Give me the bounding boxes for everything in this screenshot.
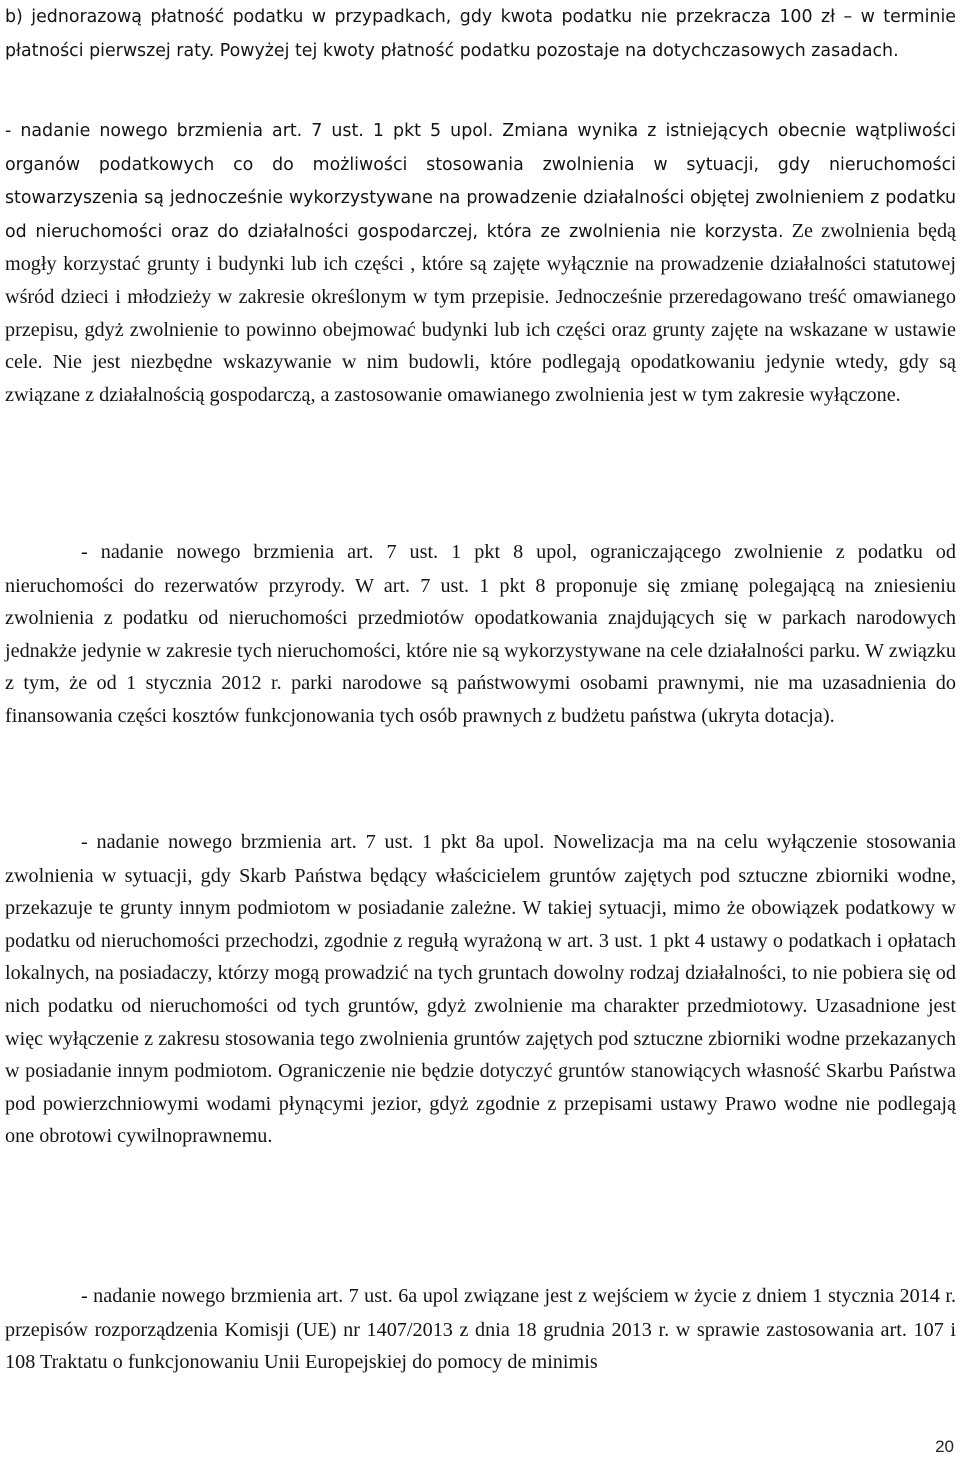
paragraph-art7-pkt8a [5, 826, 956, 1153]
paragraph-text-serif: Ze zwolnienia będą mogły korzystać grunty i budynki lub ich części , które są zajęte wyłącznie na prowadzenie działalności statutowej wśród dzieci i młodzieży w zakresie określonym w tym przepisie. Jednocześnie przeredagowano treść omawianego przepisu, gdyż zwolnienie to powinno obejmować budynki lub ich części oraz grunty zajęte na wskazane w ustawie cele. Nie jest niezbędne wskazywanie w nim budowli, które podlegają opodatkowaniu jedynie wtedy, gdy są związane z działalnością gospodarczą, a zastosowanie omawianego zwolnienia jest w tym zakresie wyłączone. [5, 219, 957, 406]
paragraph-art7-pkt5 [5, 114, 956, 411]
page-number: 20 [935, 1437, 954, 1456]
paragraph-text-serif: - nadanie nowego brzmienia art. 7 ust. 1 pkt 8a upol. Nowelizacja ma na celu wyłączenie stosowania zwolnienia w sytuacji, gdy Skarb Państwa będący właścicielem gruntów zajętych pod sztuczne zbiorniki wodne, przekazuje te grunty innym podmiotom w posiadanie zależne. W takiej sytuacji, mimo że obowiązek podatkowy w podatku od nieruchomości przechodzi, zgodnie z regułą wyrażoną w art. 3 ust. 1 pkt 4 ustawy o podatkach i opłatach lokalnych, na posiadaczy, którzy mogą prowadzić na tych gruntach dowolny rodzaj działalności, to nie pobiera się od nich podatku od nieruchomości od tych gruntów, gdyż zwolnienie ma charakter przedmiotowy. Uzasadnione jest więc wyłączenie z zakresu stosowania tego zwolnienia gruntów zajętych pod sztuczne zbiorniki wodne przekazanych w posiadanie innym podmiotom. Ograniczenie nie będzie dotyczyć gruntów stanowiących własność Skarbu Państwa pod powierzchniowymi wodami płynącymi jezior, gdyż zgodnie z przepisami ustawy Prawo wodne nie podlegają one obrotowi cywilnoprawnemu. [5, 831, 956, 1148]
paragraph-art7-ust6a [5, 1280, 956, 1379]
paragraph-text-serif: - nadanie nowego brzmienia art. 7 ust. 6a upol związane jest z wejściem w życie z dniem 1 stycznia 2014 r. przepisów rozporządzenia Komisji (UE) nr 1407/2013 z dnia 18 grudnia 2013 r. w sprawie zastosowania art. 107 i 108 Traktatu o funkcjonowaniu Unii Europejskiej do pomocy de minimis [5, 1285, 956, 1374]
paragraph-text-serif: - nadanie nowego brzmienia art. 7 ust. 1 pkt 8 upol, ograniczającego zwolnienie z podatku od nieruchomości do rezerwatów przyrody. W art. 7 ust. 1 pkt 8 proponuje się zmianę polegającą na zniesieniu zwolnienia z podatku od nieruchomości przedmiotów opodatkowania znajdujących się w parkach narodowych jednakże jedynie w zakresie tych nieruchomości, które nie są wykorzystywane na cele działalności parku. W związku z tym, że od 1 stycznia 2012 r. parki narodowe są państwowymi osobami prawnymi, nie ma uzasadnienia do finansowania części kosztów funkcjonowania tych osób prawnych z budżetu państwa (ukryta dotacja). [5, 541, 956, 727]
paragraph-text-sans: - nadanie nowego brzmienia art. 7 ust. 1 pkt 5 upol. Zmiana wynika z istniejących obecnie wątpliwości organów podatkowych co do możliwości stosowania zwolnienia w sytuacji, gdy nieruchomości stowarzyszenia są jednocześnie wykorzystywane na prowadzenie działalności objętej zwolnieniem z podatku od nieruchomości oraz do działalności gospodarczej, która ze zwolnienia nie korzysta. [5, 121, 956, 242]
paragraph-text-sans: b) jednorazową płatność podatku w przypadkach, gdy kwota podatku nie przekracza 100 zł – w terminie płatności pierwszej raty. Powyżej tej kwoty płatność podatku pozostaje na dotychczasowych zasadach. [5, 7, 956, 61]
paragraph-payment-terms [5, 0, 956, 67]
paragraph-art7-pkt8 [5, 536, 956, 733]
